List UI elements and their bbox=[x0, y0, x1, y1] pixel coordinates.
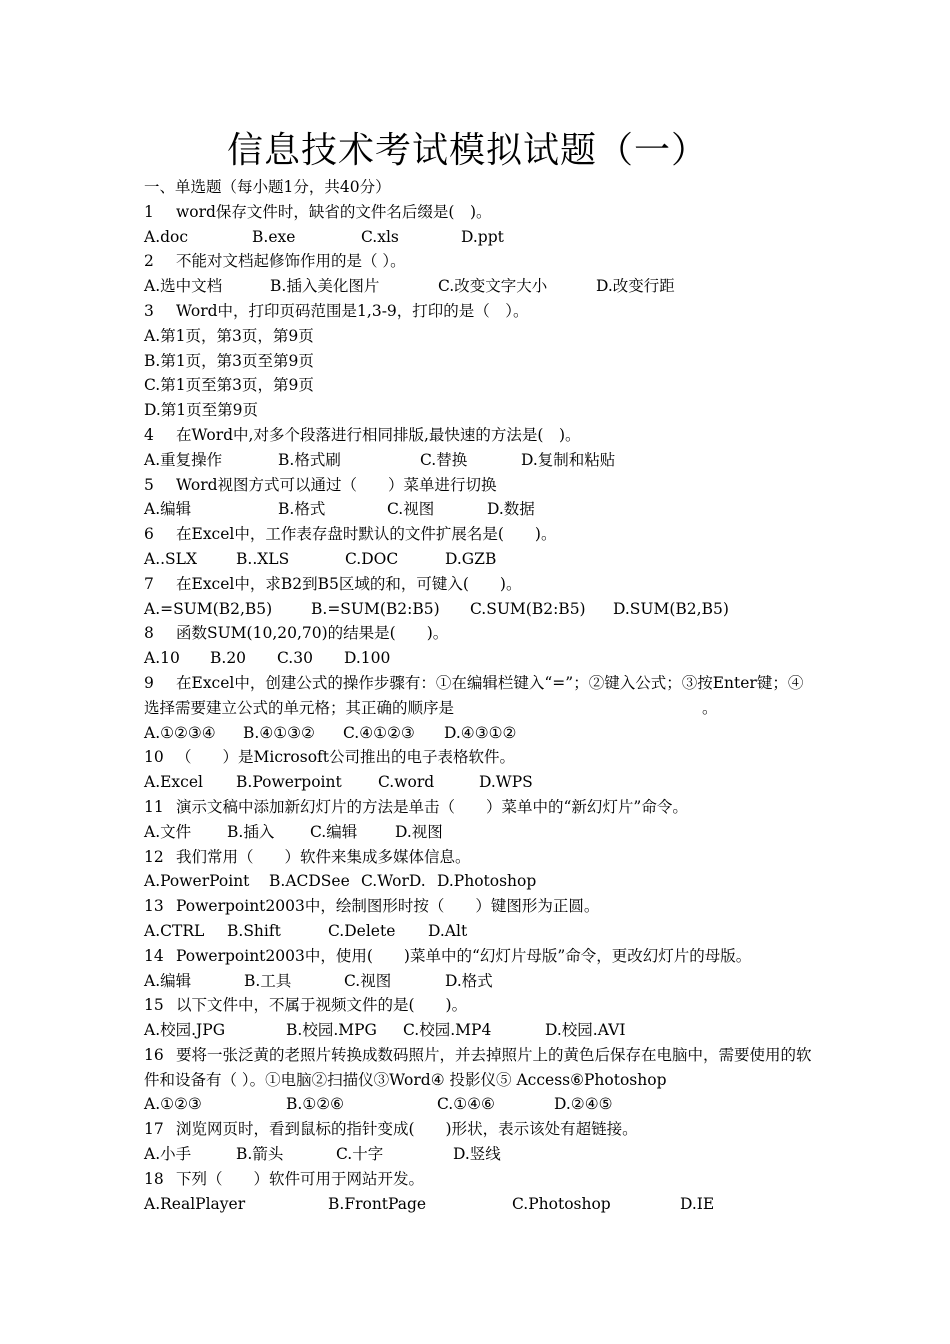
option-b: B.20 bbox=[210, 649, 247, 668]
option-a: A.PowerPoint bbox=[144, 872, 250, 891]
question-16-options bbox=[144, 1092, 812, 1117]
option-b: B.④①③② bbox=[243, 723, 315, 742]
option-a: A.CTRL bbox=[144, 921, 205, 940]
option-a: A..SLX bbox=[144, 549, 197, 568]
exam-body bbox=[144, 175, 812, 1216]
option-c: C.30 bbox=[277, 649, 313, 668]
option-c: C.校园.MP4 bbox=[403, 1021, 492, 1040]
option-c: C.第1页至第3页，第9页 bbox=[144, 376, 314, 395]
option-b: B.ACDSee bbox=[269, 872, 350, 891]
option-b: B.格式刷 bbox=[278, 450, 341, 469]
option-b: B.插入 bbox=[227, 822, 275, 841]
question-17-options bbox=[144, 1142, 812, 1167]
option-a: A.小手 bbox=[144, 1145, 192, 1164]
option-d: D.GZB bbox=[445, 549, 497, 568]
option-c: C.Delete bbox=[328, 921, 396, 940]
question-5-options bbox=[144, 497, 812, 522]
option-d: D.改变行距 bbox=[596, 277, 675, 296]
question-6-options bbox=[144, 547, 812, 572]
page-title: 信息技术考试模拟试题（一） bbox=[226, 130, 708, 171]
option-a: A.=SUM(B2,B5) bbox=[144, 599, 273, 618]
option-a: A.10 bbox=[144, 649, 180, 668]
question-13: 13 Powerpoint2003中，绘制图形时按（ ）键图形为正圆。 bbox=[144, 897, 600, 916]
option-d: D.视图 bbox=[395, 822, 443, 841]
option-d: D.竖线 bbox=[453, 1145, 501, 1164]
option-b: B.校园.MPG bbox=[286, 1021, 377, 1040]
option-d: D.②④⑤ bbox=[554, 1095, 613, 1114]
option-c: C.DOC bbox=[345, 549, 399, 568]
option-c: C.word bbox=[378, 773, 435, 792]
question-11: 11 演示文稿中添加新幻灯片的方法是单击（ ）菜单中的“新幻灯片”命令。 bbox=[144, 797, 688, 816]
question-4: 4 在Word中,对多个段落进行相同排版,最快速的方法是( )。 bbox=[144, 425, 581, 444]
section-header: 一、单选题（每小题1分，共40分） bbox=[144, 178, 391, 196]
option-b: B.FrontPage bbox=[328, 1194, 427, 1213]
option-d: D.WPS bbox=[479, 773, 533, 792]
option-c: C.视图 bbox=[387, 500, 435, 519]
option-a: A.RealPlayer bbox=[144, 1194, 246, 1213]
option-a: A.文件 bbox=[144, 822, 192, 841]
option-b: B.Powerpoint bbox=[236, 773, 342, 792]
question-12: 12 我们常用（ ）软件来集成多媒体信息。 bbox=[144, 847, 471, 866]
option-d: D.ppt bbox=[461, 227, 504, 246]
option-c: C.SUM(B2:B5) bbox=[470, 599, 586, 618]
question-7-options bbox=[144, 597, 812, 622]
option-b: B.=SUM(B2:B5) bbox=[311, 599, 440, 618]
option-b: B.格式 bbox=[278, 500, 326, 519]
question-9-options bbox=[144, 721, 812, 746]
question-7: 7 在Excel中，求B2到B5区域的和，可键入( )。 bbox=[144, 574, 522, 593]
option-c: C.xls bbox=[361, 227, 399, 246]
question-1-options bbox=[144, 225, 812, 250]
option-d: D.校园.AVI bbox=[545, 1021, 626, 1040]
question-16: 16 要将一张泛黄的老照片转换成数码照片，并去掉照片上的黄色后保存在电脑中，需要使用的软件和设备有（ ）。①电脑②扫描仪③Word④ 投影仪⑤ Access⑥Photoshop bbox=[144, 1045, 812, 1089]
option-b: B..XLS bbox=[236, 549, 290, 568]
option-d: D.格式 bbox=[445, 971, 493, 990]
option-c: C.④①②③ bbox=[343, 723, 415, 742]
question-14: 14 Powerpoint2003中，使用( )菜单中的“幻灯片母版”命令，更改幻灯片的母版。 bbox=[144, 946, 752, 965]
question-3: 3 Word中，打印页码范围是1,3-9，打印的是（ ）。 bbox=[144, 301, 529, 320]
option-c: C.WorD. bbox=[361, 872, 426, 891]
question-8: 8 函数SUM(10,20,70)的结果是( )。 bbox=[144, 624, 449, 643]
option-c: C.十字 bbox=[336, 1145, 384, 1164]
option-a: A.①②③④ bbox=[144, 723, 216, 742]
option-d: D.100 bbox=[344, 649, 391, 668]
option-c: C.替换 bbox=[420, 450, 468, 469]
option-c: C.Photoshop bbox=[512, 1194, 611, 1213]
question-6: 6 在Excel中，工作表存盘时默认的文件扩展名是( )。 bbox=[144, 525, 557, 544]
option-d: D.数据 bbox=[487, 500, 535, 519]
option-a: A.编辑 bbox=[144, 971, 192, 990]
option-d: D.Photoshop bbox=[437, 872, 537, 891]
option-a: A.doc bbox=[144, 227, 189, 246]
option-c: C.①④⑥ bbox=[437, 1095, 495, 1114]
question-10-options bbox=[144, 770, 812, 795]
question-14-options bbox=[144, 969, 812, 994]
option-d: D.④③①② bbox=[444, 723, 517, 742]
option-c: C.编辑 bbox=[310, 822, 358, 841]
question-18: 18 下列（ ）软件可用于网站开发。 bbox=[144, 1169, 425, 1188]
option-b: B.①②⑥ bbox=[286, 1095, 345, 1114]
question-15-options bbox=[144, 1018, 812, 1043]
question-12-options bbox=[144, 869, 812, 894]
question-8-options bbox=[144, 646, 812, 671]
question-11-options bbox=[144, 820, 812, 845]
option-b: B.exe bbox=[252, 227, 296, 246]
option-d: D.IE bbox=[680, 1194, 715, 1213]
option-a: A.Excel bbox=[144, 773, 203, 792]
option-b: B.插入美化图片 bbox=[270, 277, 380, 296]
option-a: A.选中文档 bbox=[144, 277, 223, 296]
question-18-options bbox=[144, 1192, 812, 1217]
option-b: B.箭头 bbox=[236, 1145, 284, 1164]
option-d: D.SUM(B2,B5) bbox=[613, 599, 729, 618]
option-a: A.重复操作 bbox=[144, 450, 223, 469]
option-a: A.①②③ bbox=[144, 1095, 202, 1114]
question-4-options bbox=[144, 448, 812, 473]
question-9: 9 在Excel中，创建公式的操作步骤有：①在编辑栏键入“=”；②键入公式；③按Enter键；④选择需要建立公式的单元格；其正确的顺序是 。 bbox=[144, 673, 804, 717]
question-2-options bbox=[144, 274, 812, 299]
question-1: 1 word保存文件时，缺省的文件名后缀是( )。 bbox=[144, 202, 492, 221]
option-b: B.Shift bbox=[227, 921, 281, 940]
option-a: A.校园.JPG bbox=[144, 1021, 226, 1040]
option-a: A.编辑 bbox=[144, 500, 192, 519]
question-2: 2 不能对文档起修饰作用的是（ ）。 bbox=[144, 252, 406, 271]
option-d: D.复制和粘贴 bbox=[521, 450, 616, 469]
question-5: 5 Word视图方式可以通过（ ）菜单进行切换 bbox=[144, 475, 497, 494]
option-d: D.第1页至第9页 bbox=[144, 401, 259, 420]
question-17: 17 浏览网页时，看到鼠标的指针变成( )形状，表示该处有超链接。 bbox=[144, 1120, 638, 1139]
question-13-options bbox=[144, 919, 812, 944]
option-b: B.工具 bbox=[244, 971, 292, 990]
option-c: C.视图 bbox=[344, 971, 392, 990]
option-a: A.第1页，第3页，第9页 bbox=[144, 326, 314, 345]
option-b: B.第1页，第3页至第9页 bbox=[144, 351, 314, 370]
question-15: 15 以下文件中，不属于视频文件的是( )。 bbox=[144, 996, 468, 1015]
option-d: D.Alt bbox=[428, 921, 468, 940]
option-c: C.改变文字大小 bbox=[438, 277, 548, 296]
question-10: 10 （ ）是Microsoft公司推出的电子表格软件。 bbox=[144, 748, 516, 767]
